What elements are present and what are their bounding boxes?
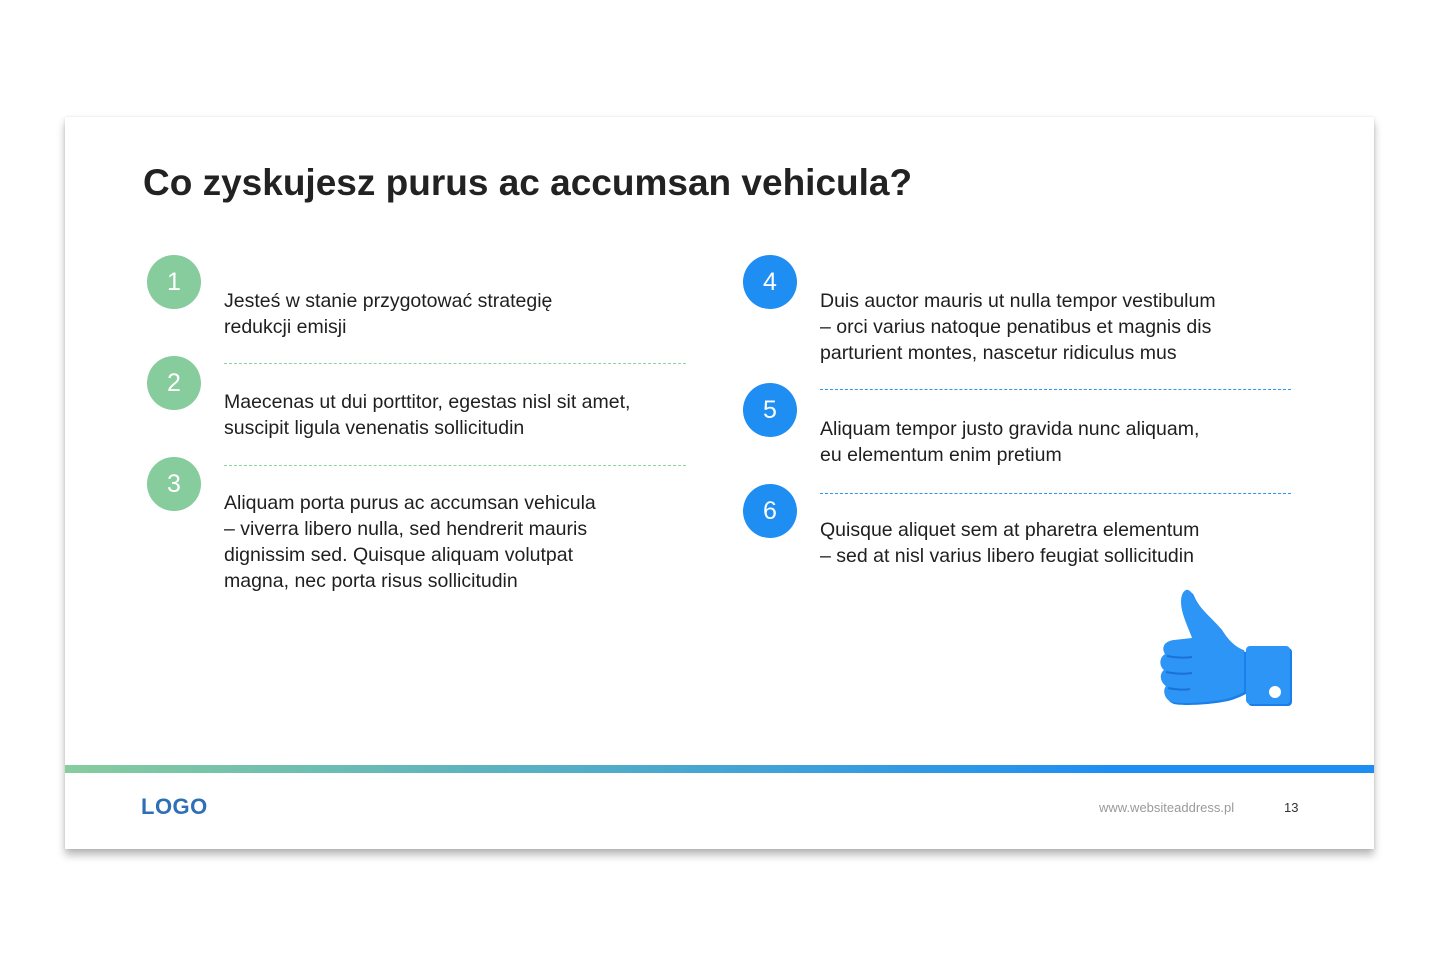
benefit-text-5: Aliquam tempor justo gravida nunc aliquam, eu elementum enim pretium [820, 418, 1200, 466]
number-badge-3: 3 [147, 457, 201, 511]
benefit-text-4: Duis auctor mauris ut nulla tempor vestibulum – orci varius natoque penatibus et magnis dis parturient montes, nascetur ridiculus mus [820, 290, 1216, 364]
benefit-item-4 [763, 268, 1290, 366]
slide [65, 117, 1374, 849]
benefit-item-6 [763, 497, 1290, 569]
number-badge-4: 4 [743, 255, 797, 309]
benefit-item-2 [167, 369, 694, 441]
number-badge-1: 1 [147, 255, 201, 309]
separator-left-2 [224, 465, 686, 466]
number-badge-2: 2 [147, 356, 201, 410]
benefit-text-2: Maecenas ut dui porttitor, egestas nisl sit amet, suscipit ligula venenatis sollicitudin [224, 391, 631, 439]
footer-gradient-line [65, 765, 1374, 773]
benefit-item-5 [763, 396, 1290, 468]
benefit-text-6: Quisque aliquet sem at pharetra elementum – sed at nisl varius libero feugiat sollicitudin [820, 519, 1200, 567]
separator-left-1 [224, 363, 686, 364]
separator-right-2 [820, 493, 1291, 494]
page-number: 13 [1284, 800, 1299, 815]
benefit-text-3: Aliquam porta purus ac accumsan vehicula – viverra libero nulla, sed hendrerit mauris dignissim sed. Quisque aliquam volutpat magna, nec porta risus sollicitudin [224, 492, 596, 592]
number-badge-6: 6 [743, 484, 797, 538]
separator-right-1 [820, 389, 1291, 390]
website-address: www.websiteaddress.pl [1099, 800, 1235, 815]
benefit-item-3 [167, 470, 694, 594]
thumbs-up-icon [1155, 587, 1295, 727]
slide-title: Co zyskujesz purus ac accumsan vehicula? [143, 162, 913, 203]
number-badge-5: 5 [743, 383, 797, 437]
benefit-text-1: Jesteś w stanie przygotować strategię redukcji emisji [224, 290, 553, 338]
logo: LOGO [141, 794, 208, 819]
benefit-item-1 [167, 268, 694, 340]
